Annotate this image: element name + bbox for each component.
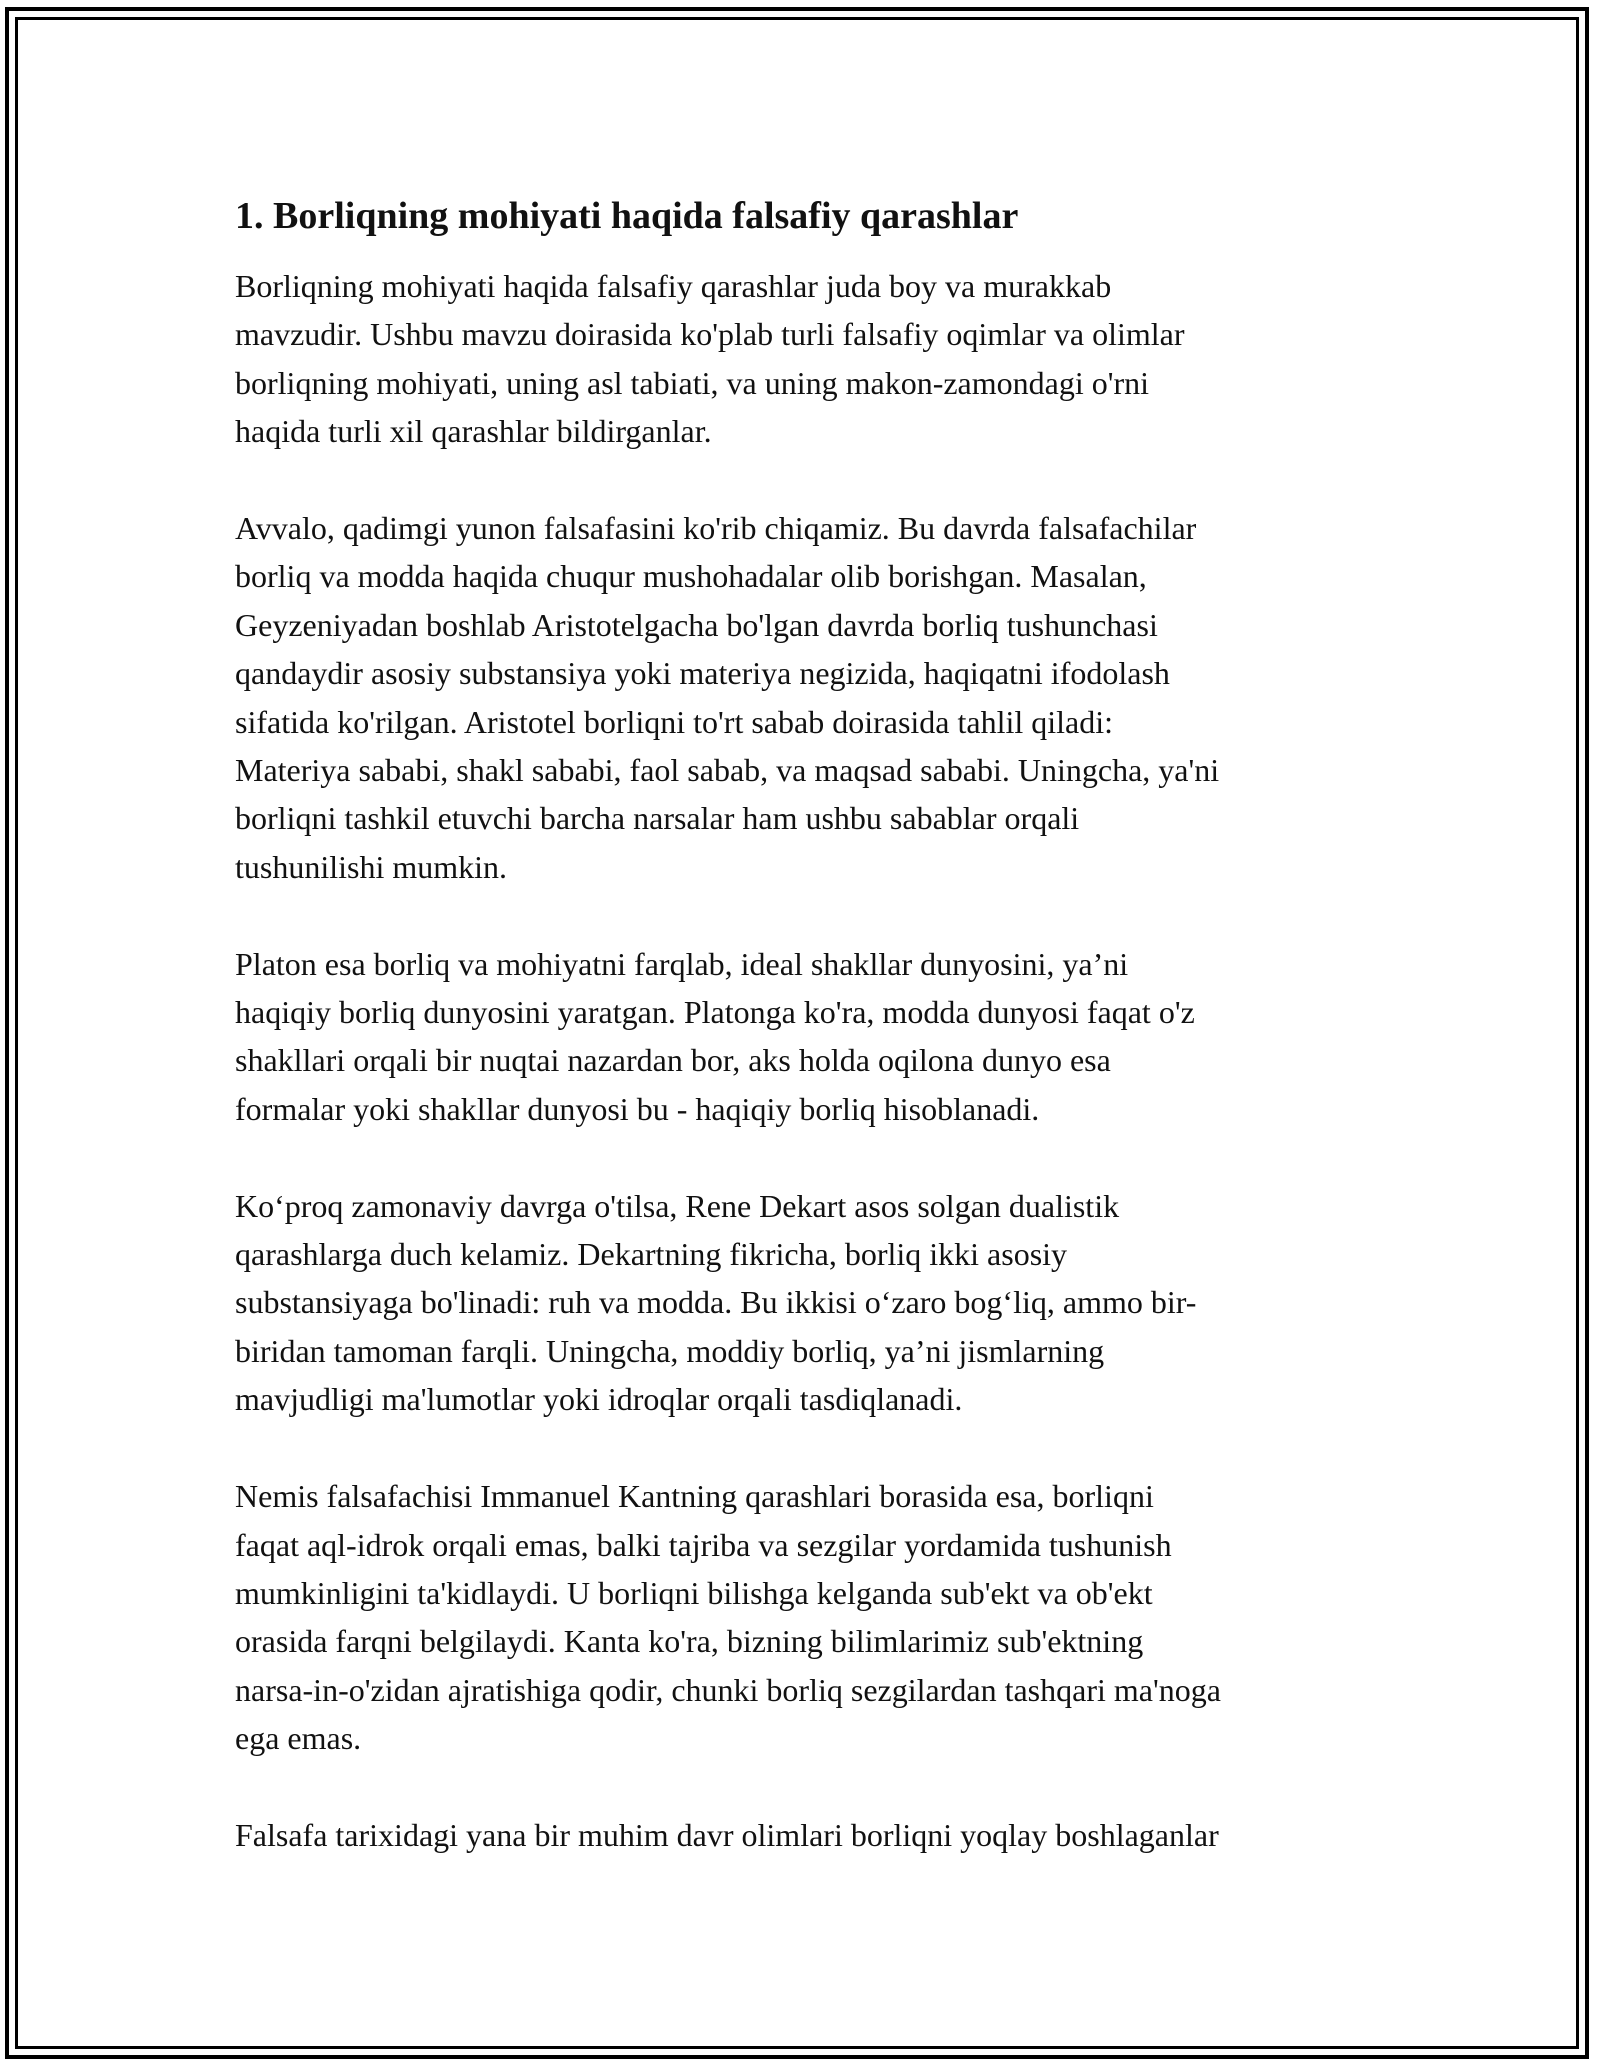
text-line: biridan tamoman farqli. Uningcha, moddiy borliq, ya’ni jismlarning xyxy=(235,1332,1105,1369)
text-line: Falsafa tarixidagi yana bir muhim davr olimlari borliqni yoqlay boshlaganlar xyxy=(235,1816,1219,1853)
text-line: qandaydir asosiy substansiya yoki materiya negizida, haqiqatni ifodolash xyxy=(235,655,1170,692)
paragraph-3 xyxy=(235,940,1375,1134)
text-line: Nemis falsafachisi Immanuel Kantning qarashlari borasida esa, borliqni xyxy=(235,1478,1154,1515)
text-line: substansiyaga bo'linadi: ruh va modda. Bu ikkisi o‘zaro bog‘liq, ammo bir- xyxy=(235,1284,1197,1321)
section-heading: 1. Borliqning mohiyati haqida falsafiy qarashlar xyxy=(235,195,1019,237)
text-line: faqat aql-idrok orqali emas, balki tajriba va sezgilar yordamida tushunish xyxy=(235,1526,1172,1563)
text-line: Ko‘proq zamonaviy davrga o'tilsa, Rene Dekart asos solgan dualistik xyxy=(235,1187,1120,1224)
text-line: Avvalo, qadimgi yunon falsafasini ko'rib chiqamiz. Bu davrda falsafachilar xyxy=(235,510,1197,547)
document-body xyxy=(235,192,1375,1908)
paragraph-2 xyxy=(235,504,1375,891)
text-line: mavjudligi ma'lumotlar yoki idroqlar orqali tasdiqlanadi. xyxy=(235,1381,963,1418)
text-line: mumkinligini ta'kidlaydi. U borliqni bilishga kelganda sub'ekt va ob'ekt xyxy=(235,1574,1153,1611)
text-line: ega emas. xyxy=(235,1720,362,1757)
text-line: Geyzeniyadan boshlab Aristotelgacha bo'lgan davrda borliq tushunchasi xyxy=(235,606,1158,643)
text-line: haqida turli xil qarashlar bildirganlar. xyxy=(235,413,712,450)
text-line: orasida farqni belgilaydi. Kanta ko'ra, bizning bilimlarimiz sub'ektning xyxy=(235,1623,1144,1660)
paragraph-1 xyxy=(235,262,1375,456)
text-line: borliqni tashkil etuvchi barcha narsalar ham ushbu sabablar orqali xyxy=(235,800,1080,837)
text-line: borliq va modda haqida chuqur mushohadalar olib borishgan. Masalan, xyxy=(235,558,1147,595)
text-line: shakllari orqali bir nuqtai nazardan bor, aks holda oqilona dunyo esa xyxy=(235,1042,1111,1079)
text-line: Materiya sababi, shakl sababi, faol sabab, va maqsad sababi. Uningcha, ya'ni xyxy=(235,752,1220,789)
text-line: haqiqiy borliq dunyosini yaratgan. Platonga ko'ra, modda dunyosi faqat o'z xyxy=(235,994,1195,1031)
text-line: formalar yoki shakllar dunyosi bu - haqiqiy borliq hisoblanadi. xyxy=(235,1090,1040,1127)
text-line: sifatida ko'rilgan. Aristotel borliqni to'rt sabab doirasida tahlil qiladi: xyxy=(235,703,1114,740)
text-line: narsa-in-o'zidan ajratishiga qodir, chunki borliq sezgilardan tashqari ma'noga xyxy=(235,1671,1221,1708)
text-line: tushunilishi mumkin. xyxy=(235,848,508,885)
paragraph-4 xyxy=(235,1182,1375,1424)
text-line: Borliqning mohiyati haqida falsafiy qarashlar juda boy va murakkab xyxy=(235,268,1112,304)
text-line: mavzudir. Ushbu mavzu doirasida ko'plab turli falsafiy oqimlar va olimlar xyxy=(235,316,1185,353)
text-line: Platon esa borliq va mohiyatni farqlab, ideal shakllar dunyosini, ya’ni xyxy=(235,945,1129,982)
paragraph-6 xyxy=(235,1811,1375,1859)
text-line: qarashlarga duch kelamiz. Dekartning fikricha, borliq ikki asosiy xyxy=(235,1236,1068,1273)
text-line: borliqning mohiyati, uning asl tabiati, va uning makon-zamondagi o'rni xyxy=(235,364,1150,401)
paragraph-5 xyxy=(235,1472,1375,1762)
